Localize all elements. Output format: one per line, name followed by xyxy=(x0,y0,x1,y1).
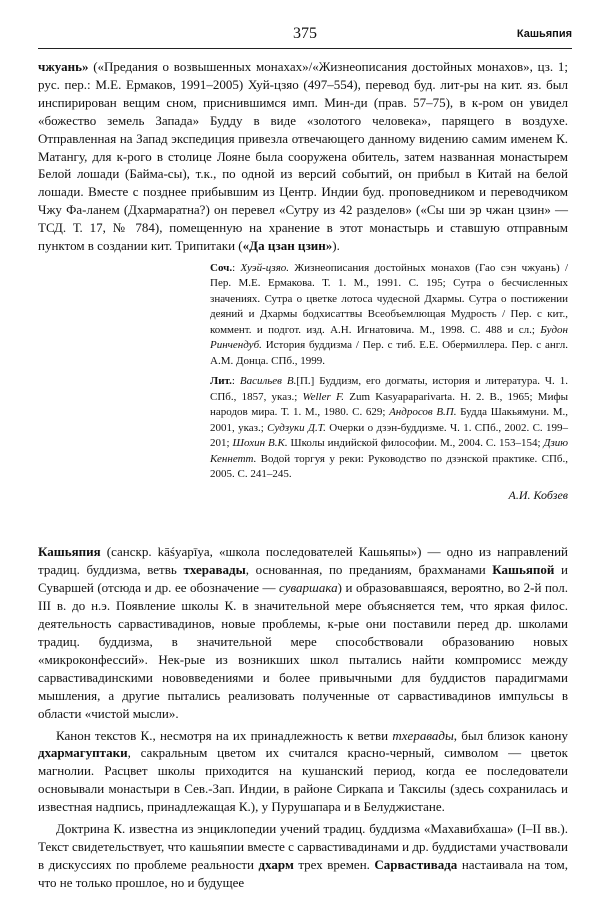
term-bold: чжуань» xyxy=(38,59,89,74)
ref-author: Дзию Кеннетт. xyxy=(210,437,568,465)
running-head: Кашьяпия xyxy=(516,28,572,40)
article-title: Кашьяпия xyxy=(38,544,101,560)
ref-text: [П.] Буддизм, его догматы, история и литература. Ч. 1. СПб., 1857, указ.; xyxy=(210,375,568,403)
article1-paragraph xyxy=(38,58,568,255)
references-block xyxy=(210,261,568,504)
page-header xyxy=(38,22,572,49)
ref-text: Очерки о дзэн-буддизме. Ч. 1. СПб., 2002. С. 199–201; xyxy=(210,421,568,450)
ref-author: Будон Ринчендуб. xyxy=(210,323,568,352)
text-run: ). xyxy=(332,238,340,254)
text-run: Доктрина К. известна из энциклопедии учений традиц. буддизма «Махавибхаша» (I–II вв.). Текст свидетельствует, что кашьяпии вместе с сарвастивадинами и др. буддистами участвовали в дискуссиях по проблеме реальности xyxy=(38,821,568,872)
text-run: , был близок канону xyxy=(453,727,568,743)
ref-text: Будда Шакьямуни. М., 2001, указ.; xyxy=(210,406,568,434)
term-italic: тхеравады xyxy=(392,727,454,743)
term-bold: Сарвастивада xyxy=(374,856,458,872)
ref-author: Хуэй-цзяо. xyxy=(240,261,290,274)
ref-author: Weller F. xyxy=(302,390,345,403)
term-bold: Кашьяпой xyxy=(492,562,555,578)
term-italic: суваршака xyxy=(279,580,338,596)
ref-author: Судзуки Д.Т. xyxy=(267,421,326,434)
article-author: А.И. Кобзев xyxy=(508,487,568,502)
page-content xyxy=(38,58,568,892)
text-run: настаивала на том, что не только прошлое, но и будущее xyxy=(38,856,568,890)
term-bold: дхармагуптаки xyxy=(38,745,128,761)
article2-paragraph-2 xyxy=(38,727,568,817)
text-run: , сакральным цветом их считался красно-черный, символом — цветок магнолии. Расцвет школы приходится на кушанский период, когда ее последователи основывали монастыри в Сев.-Зап. Индии, в районе Сиркапа и Таксилы (здесь сохранилась и известная надпись, принадлежащая К.), у Пурушапара и в Белуджистане. xyxy=(38,745,568,815)
term-bold: тхеравады xyxy=(183,562,246,578)
ref-author: Васильев В. xyxy=(239,375,297,388)
article2-paragraph-3 xyxy=(38,820,568,892)
text-run: Канон текстов К., несмотря на их принадлежность к ветви xyxy=(56,727,393,743)
page-number: 375 xyxy=(293,25,317,42)
article2-paragraph-1 xyxy=(38,543,568,722)
term-bold: дхарм xyxy=(258,856,294,872)
ref-text: Школы индийской философии. М., 2004. С. 153–154; xyxy=(287,437,544,450)
literature-label: Лит. xyxy=(210,375,232,388)
ref-text: История буддизма / Пер. с тиб. Е.Е. Обермиллера. Пер. с англ. А.М. Донца. СПб., 1999. xyxy=(210,339,568,367)
ref-text: Водой торгуя у реки: Руководство по дзэнской практике. СПб., 2005. С. 241–245. xyxy=(210,452,568,481)
text-run: («Предания о возвышенных монахах»/«Жизнеописания достойных монахов», цз. 1; рус. пер.: М.Е. Ермаков, 1991–2005) Хуй-цзяо (497–554), перевод буд. лит-ры на кит. яз. был инспирирован вещим сном, приснившимся имп. Мин-ди (прав. 57–75), в к-ром он увидел «божество земель Запада» Будду в виде «золотого человека», парящего в воздухе. Отправленная на Запад экспедиция привезла отвечающего данному видению самим именем К. Матангу, для к-рого в столице Лояне была сооружена обитель, затем названная монастырем Белой лошади (Байма-сы), т.к., по одной из версий событий, он прибыл в Китай на белой лошади. Вместе с позднее прибывшим из Центр. Индии буд. проповедником и переводчиком Чжу Фа-ланем (Дхармаратна?) он перевел «Сутру из 42 разделов» («Сы ши эр чжан цзин» — ТСД. Т. 17, № 784), помещенную на хранение в этот монастырь и ставшую отправным пунктом в создании кит. Трипитаки ( xyxy=(38,59,568,254)
text-run: , основанная, по преданиям, брахманами xyxy=(245,562,493,578)
ref-author: Шохин В.К. xyxy=(232,437,288,450)
works-list: Соч.: Хуэй-цзяо. Жизнеописания достойных монахов (Гао сэн чжуань) / Пер. М.Е. Ермакова. Т. 1. М., 1991. С. 195; Сутра о бесчисленных значениях. Сутра о цветке лотоса чудесной Дхармы. Сутра о постижении деяний и Дхармы бодхисаттвы Всеобъемлющая Мудрость / Пер. с кит., коммент. и подгот. изд. А.Н. Игнатовича. М., 1998. С. 488 и сл.; Будон Ринчендуб. История буддизма / Пер. с тиб. Е.Е. Обермиллера. Пер. с англ. А.М. Донца. СПб., 1999. xyxy=(210,261,568,367)
ref-author: Андросов В.П. xyxy=(389,406,457,419)
text-run: трех времен. xyxy=(293,856,375,872)
literature-list: Лит.: Васильев В.[П.] Буддизм, его догматы, история и литература. Ч. 1. СПб., 1857, указ.; Weller F. Zum Kasyapaparivarta. H. 2. B., 1965; Мифы народов мира. Т. 1. М., 1980. С. 629; Андросов В.П. Будда Шакьямуни. М., 2001, указ.; Судзуки Д.Т. Очерки о дзэн-буддизме. Ч. 1. СПб., 2002. С. 199–201; Шохин В.К. Школы индийской философии. М., 2004. С. 153–154; Дзию Кеннетт. Водой торгуя у реки: Руководство по дзэнской практике. СПб., 2005. С. 241–245. xyxy=(210,375,568,481)
article-kashyapiya xyxy=(38,543,568,891)
ref-text: Жизнеописания достойных монахов (Гао сэн чжуань) / Пер. М.Е. Ермакова. Т. 1. М., 1991. С. 195; Сутра о бесчисленных значениях. Сутра о цветке лотоса чудесной Дхармы. Сутра о постижении деяний и Дхармы бодхисаттвы Всеобъемлющая Мудрость / Пер. с кит., коммент. и подгот. изд. А.Н. Игнатовича. М., 1998. С. 488 и сл.; xyxy=(210,261,568,336)
text-run: (санскр. kāśyapīya, «школа последователей Кашьяпы») — одно из направлений традиц. буддизма, ветвь xyxy=(38,544,568,578)
text-run: ) и образовавшаяся, вероятно, во 2-й пол. III в. до н.э. Появление школы К. в значительной мере объясняется тем, что яркая филос. деятельность сарвастивадинов, новые проблемы, к-рые они поставили перед др. школами традиц. буддизма, в значительной мере способствовали образованию новых «микроконфессий». Нек-рые из возникших школ пытались найти компромисс между сарвастивадинскими нововведениями и более привычными для буддистов парадигмами мышления, а другие пытались реализовать полученные от сарвастивадинов импульсы в области «чистой мысли». xyxy=(38,580,568,721)
term-bold: «Да цзан цзин» xyxy=(242,238,333,254)
works-label: Соч. xyxy=(210,261,233,274)
ref-text: Zum Kasyapaparivarta. H. 2. B., 1965; Мифы народов мира. Т. 1. М., 1980. С. 629; xyxy=(210,390,568,419)
text-run: и Суваршей (отсюда и др. ее обозначение — xyxy=(38,562,568,596)
